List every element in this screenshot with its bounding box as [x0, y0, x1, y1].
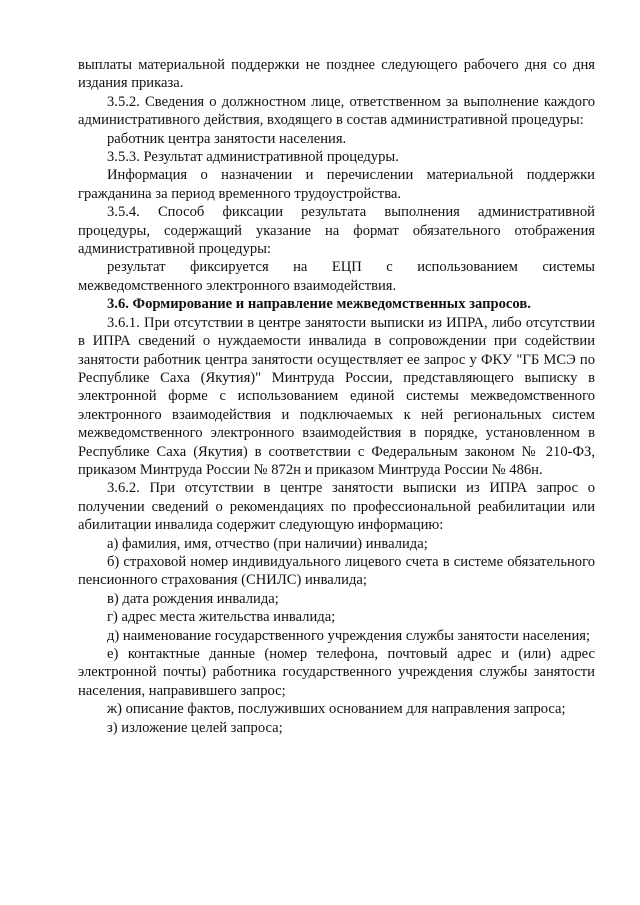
list-item-v: в) дата рождения инвалида;: [107, 590, 279, 607]
list-item-b: б) страховой номер индивидуального лицевого счета в системе обязательного пенсионного страхования (СНИЛС) инвалида;: [78, 553, 595, 589]
paragraph-3-6-1: 3.6.1. При отсутствии в центре занятости выписки из ИПРА, либо отсутствии в ИПРА сведений о нуждаемости инвалида в сопровождении при содействии занятости работник центра занятости осуществляет ее запрос у ФКУ "ГБ МСЭ по Республике Саха (Якутия)" Минтруда России, представляющего выписку в электронной форме с использованием единой системы межведомственного электронного взаимодействия и подключаемых к ней региональных систем межведомственного электронного взаимодействия в порядке, установленном в Республике Саха (Якутия) в соответствии с Федеральным законом № 210-ФЗ, приказом Минтруда России № 872н и приказом Минтруда России № 486н.: [78, 314, 595, 478]
paragraph-continuation: выплаты материальной поддержки не позднее следующего рабочего дня со дня издания приказа.: [78, 57, 595, 92]
paragraph-3-6-2: 3.6.2. При отсутствии в центре занятости выписки из ИПРА запрос о получении сведений о рекомендациях по профессиональной реабилитации или абилитации инвалида содержит следующую информацию:: [78, 480, 595, 534]
list-item-g: г) адрес места жительства инвалида;: [107, 609, 336, 626]
paragraph-responsible: работник центра занятости населения.: [107, 130, 347, 147]
paragraph-result-info: Информация о назначении и перечислении материальной поддержки гражданина за период временного трудоустройства.: [78, 167, 595, 202]
document-page: [78, 56, 595, 737]
paragraph-3-5-4: 3.5.4. Способ фиксации результата выполнения административной процедуры, содержащий указание на формат обязательного отображения административной процедуры:: [78, 204, 595, 258]
paragraph-3-5-2: 3.5.2. Сведения о должностном лице, ответственном за выполнение каждого административного действия, входящего в состав административной процедуры:: [78, 93, 595, 129]
list-item-zh: ж) описание фактов, послуживших основанием для направления запроса;: [107, 701, 566, 718]
list-item-a: а) фамилия, имя, отчество (при наличии) инвалида;: [107, 535, 428, 552]
paragraph-3-5-3: 3.5.3. Результат административной процедуры.: [107, 149, 399, 166]
section-heading-3-6: 3.6. Формирование и направление межведомственных запросов.: [107, 296, 531, 313]
list-item-d: д) наименование государственного учреждения службы занятости населения;: [107, 627, 591, 644]
paragraph-result-fixation: результат фиксируется на ЕЦП с использованием системы межведомственного электронного взаимодействия.: [78, 259, 595, 294]
list-item-z: з) изложение целей запроса;: [107, 719, 283, 736]
list-item-e: е) контактные данные (номер телефона, почтовый адрес и (или) адрес электронной почты) работника государственного учреждения службы занятости населения, направившего запрос;: [78, 646, 595, 699]
